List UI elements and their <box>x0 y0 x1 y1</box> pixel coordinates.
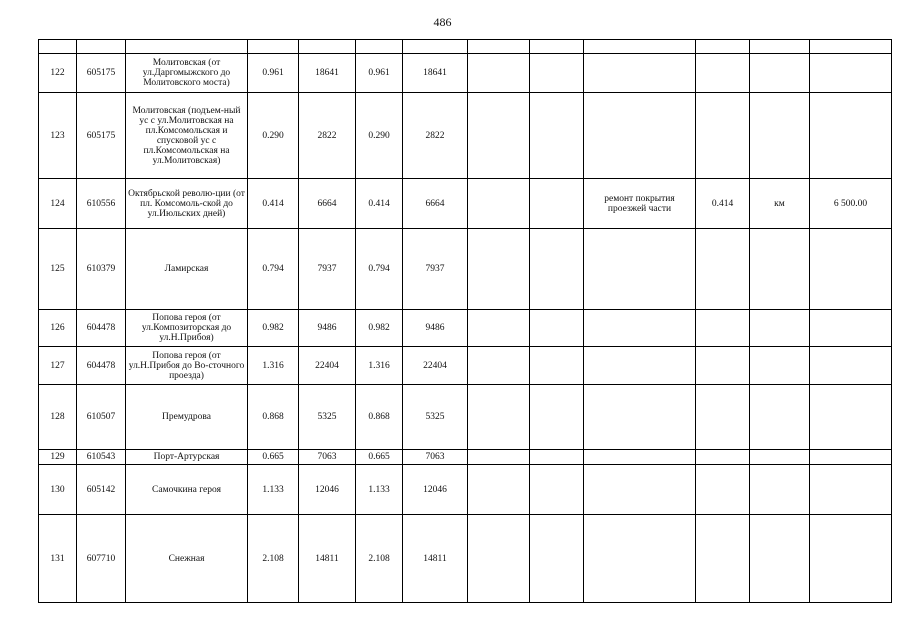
empty-cell <box>468 347 530 385</box>
row-number-cell: 126 <box>39 310 77 347</box>
length-repeat-cell: 0.982 <box>356 310 403 347</box>
area-cell: 22404 <box>299 347 356 385</box>
empty-cell <box>468 179 530 229</box>
area-cell: 18641 <box>299 54 356 93</box>
spacer-cell <box>530 40 584 54</box>
table-row <box>39 450 892 465</box>
work-type-cell <box>584 465 696 515</box>
repair-length-cell <box>696 93 750 179</box>
length-cell: 0.868 <box>248 385 299 450</box>
road-name-cell: Самочкина героя <box>126 465 248 515</box>
table-row <box>39 465 892 515</box>
row-number-cell: 123 <box>39 93 77 179</box>
length-cell: 1.316 <box>248 347 299 385</box>
row-number-cell: 128 <box>39 385 77 450</box>
repair-length-cell <box>696 515 750 603</box>
unit-cell: км <box>750 179 810 229</box>
empty-cell <box>468 93 530 179</box>
length-cell: 0.794 <box>248 229 299 310</box>
unit-cell <box>750 515 810 603</box>
spacer-cell <box>750 40 810 54</box>
area-cell: 14811 <box>299 515 356 603</box>
area-repeat-cell: 6664 <box>403 179 468 229</box>
empty-cell <box>468 229 530 310</box>
length-repeat-cell: 2.108 <box>356 515 403 603</box>
road-name-cell: Октябрьской револю-ции (от пл. Комсомоль-ской до ул.Июльских дней) <box>126 179 248 229</box>
row-number-cell: 130 <box>39 465 77 515</box>
work-type-cell <box>584 310 696 347</box>
area-cell: 12046 <box>299 465 356 515</box>
area-cell: 7937 <box>299 229 356 310</box>
spacer-cell <box>468 40 530 54</box>
work-type-cell <box>584 347 696 385</box>
length-cell: 0.665 <box>248 450 299 465</box>
spacer-cell <box>696 40 750 54</box>
cost-cell <box>810 385 892 450</box>
table-row <box>39 179 892 229</box>
area-cell: 9486 <box>299 310 356 347</box>
road-name-cell: Попова героя (от ул.Композиторская до ул.Н.Прибоя) <box>126 310 248 347</box>
repair-length-cell <box>696 229 750 310</box>
table-row <box>39 229 892 310</box>
area-cell: 7063 <box>299 450 356 465</box>
work-type-cell <box>584 54 696 93</box>
empty-cell <box>530 465 584 515</box>
unit-cell <box>750 310 810 347</box>
table-row <box>39 93 892 179</box>
cost-cell <box>810 465 892 515</box>
length-repeat-cell: 0.868 <box>356 385 403 450</box>
cost-cell <box>810 310 892 347</box>
spacer-cell <box>126 40 248 54</box>
road-name-cell: Порт-Артурская <box>126 450 248 465</box>
road-code-cell: 610507 <box>77 385 126 450</box>
table-row <box>39 347 892 385</box>
unit-cell <box>750 465 810 515</box>
table-body <box>39 40 892 603</box>
road-name-cell: Ламирская <box>126 229 248 310</box>
repair-length-cell <box>696 385 750 450</box>
empty-cell <box>468 385 530 450</box>
road-name-cell: Попова героя (от ул.Н.Прибоя до Во-сточного проезда) <box>126 347 248 385</box>
table-row <box>39 385 892 450</box>
spacer-cell <box>403 40 468 54</box>
area-repeat-cell: 2822 <box>403 93 468 179</box>
length-repeat-cell: 0.290 <box>356 93 403 179</box>
cost-cell <box>810 93 892 179</box>
road-code-cell: 604478 <box>77 347 126 385</box>
repair-length-cell <box>696 54 750 93</box>
area-cell: 6664 <box>299 179 356 229</box>
area-cell: 5325 <box>299 385 356 450</box>
cost-cell: 6 500.00 <box>810 179 892 229</box>
unit-cell <box>750 54 810 93</box>
empty-cell <box>530 179 584 229</box>
row-number-cell: 122 <box>39 54 77 93</box>
spacer-cell <box>810 40 892 54</box>
empty-cell <box>468 310 530 347</box>
road-code-cell: 610556 <box>77 179 126 229</box>
road-code-cell: 604478 <box>77 310 126 347</box>
length-repeat-cell: 1.316 <box>356 347 403 385</box>
length-cell: 0.414 <box>248 179 299 229</box>
work-type-cell <box>584 93 696 179</box>
repair-length-cell <box>696 450 750 465</box>
spacer-cell <box>248 40 299 54</box>
area-repeat-cell: 18641 <box>403 54 468 93</box>
row-number-cell: 127 <box>39 347 77 385</box>
length-repeat-cell: 0.665 <box>356 450 403 465</box>
spacer-cell <box>584 40 696 54</box>
unit-cell <box>750 229 810 310</box>
header-spacer-row <box>39 40 892 54</box>
length-cell: 0.982 <box>248 310 299 347</box>
length-repeat-cell: 0.794 <box>356 229 403 310</box>
area-repeat-cell: 14811 <box>403 515 468 603</box>
page-number: 486 <box>433 15 452 29</box>
length-cell: 0.290 <box>248 93 299 179</box>
road-code-cell: 610379 <box>77 229 126 310</box>
repair-length-cell <box>696 310 750 347</box>
road-code-cell: 607710 <box>77 515 126 603</box>
row-number-cell: 124 <box>39 179 77 229</box>
empty-cell <box>530 347 584 385</box>
empty-cell <box>530 93 584 179</box>
cost-cell <box>810 450 892 465</box>
spacer-cell <box>39 40 77 54</box>
repair-length-cell <box>696 465 750 515</box>
work-type-cell <box>584 229 696 310</box>
empty-cell <box>530 229 584 310</box>
row-number-cell: 125 <box>39 229 77 310</box>
spacer-cell <box>356 40 403 54</box>
unit-cell <box>750 347 810 385</box>
empty-cell <box>530 385 584 450</box>
row-number-cell: 129 <box>39 450 77 465</box>
road-name-cell: Премудрова <box>126 385 248 450</box>
empty-cell <box>468 465 530 515</box>
area-repeat-cell: 7937 <box>403 229 468 310</box>
cost-cell <box>810 347 892 385</box>
work-type-cell <box>584 450 696 465</box>
work-type-cell <box>584 515 696 603</box>
empty-cell <box>468 54 530 93</box>
cost-cell <box>810 229 892 310</box>
empty-cell <box>530 515 584 603</box>
road-name-cell: Снежная <box>126 515 248 603</box>
area-repeat-cell: 12046 <box>403 465 468 515</box>
repair-length-cell <box>696 347 750 385</box>
table-row <box>39 54 892 93</box>
unit-cell <box>750 93 810 179</box>
empty-cell <box>530 450 584 465</box>
area-repeat-cell: 5325 <box>403 385 468 450</box>
area-cell: 2822 <box>299 93 356 179</box>
roads-table <box>38 39 892 603</box>
unit-cell <box>750 450 810 465</box>
spacer-cell <box>299 40 356 54</box>
length-repeat-cell: 0.414 <box>356 179 403 229</box>
road-code-cell: 610543 <box>77 450 126 465</box>
area-repeat-cell: 9486 <box>403 310 468 347</box>
empty-cell <box>530 310 584 347</box>
length-cell: 1.133 <box>248 465 299 515</box>
cost-cell <box>810 515 892 603</box>
road-name-cell: Молитовская (от ул.Даргомыжского до Молитовского моста) <box>126 54 248 93</box>
row-number-cell: 131 <box>39 515 77 603</box>
length-cell: 0.961 <box>248 54 299 93</box>
table-row <box>39 310 892 347</box>
road-code-cell: 605142 <box>77 465 126 515</box>
area-repeat-cell: 22404 <box>403 347 468 385</box>
work-type-cell: ремонт покрытия проезжей части <box>584 179 696 229</box>
area-repeat-cell: 7063 <box>403 450 468 465</box>
repair-length-cell: 0.414 <box>696 179 750 229</box>
empty-cell <box>468 450 530 465</box>
road-code-cell: 605175 <box>77 93 126 179</box>
work-type-cell <box>584 385 696 450</box>
road-code-cell: 605175 <box>77 54 126 93</box>
length-cell: 2.108 <box>248 515 299 603</box>
length-repeat-cell: 1.133 <box>356 465 403 515</box>
empty-cell <box>468 515 530 603</box>
spacer-cell <box>77 40 126 54</box>
cost-cell <box>810 54 892 93</box>
table-row <box>39 515 892 603</box>
empty-cell <box>530 54 584 93</box>
length-repeat-cell: 0.961 <box>356 54 403 93</box>
unit-cell <box>750 385 810 450</box>
road-name-cell: Молитовская (подъем-ный ус с ул.Молитовская на пл.Комсомольская и спусковой ус с пл.Комсомольская на ул.Молитовская) <box>126 93 248 179</box>
